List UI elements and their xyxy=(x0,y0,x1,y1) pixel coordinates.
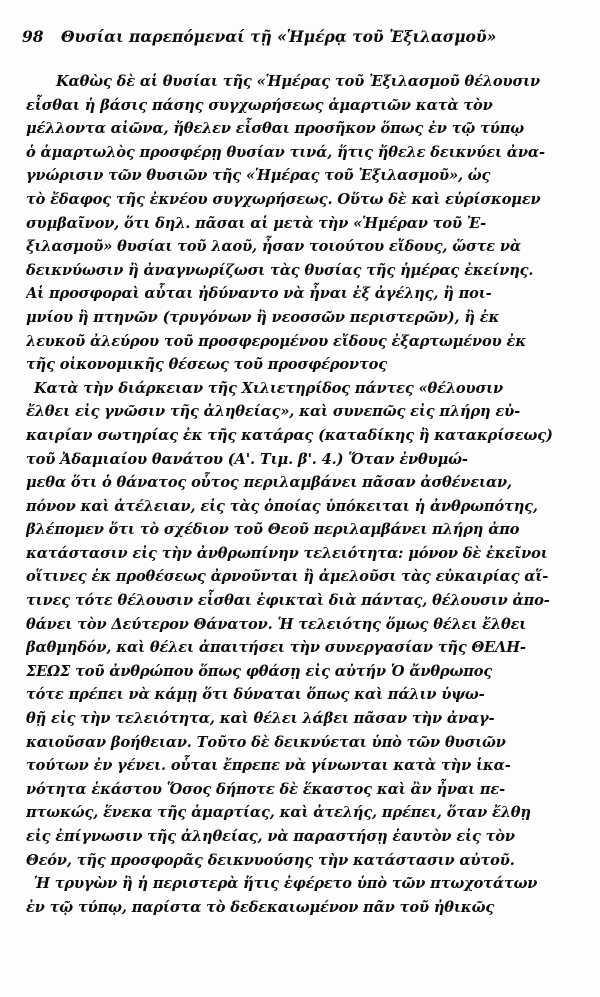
text-line: καιρίαν σωτηρίας ἐκ τῆς κατάρας (καταδίκης ἢ κατακρίσεως) xyxy=(26,426,553,444)
text-line: νότητα ἑκάστου Ὅσος δήποτε δὲ ἕκαστος καὶ ἂν ἦναι πε- xyxy=(26,780,506,798)
text-line: τοῦ Ἀδαμιαίου θανάτου (Α'. Τιμ. β'. 4.) Ὅταν ἐνθυμώ- xyxy=(26,450,468,468)
text-line: τούτων ἐν γένει. οὗται ἔπρεπε νὰ γίνωνται κατὰ τὴν ἱκα- xyxy=(26,757,511,775)
text-line: τῆς οἰκονομικῆς θέσεως τοῦ προσφέροντος xyxy=(26,356,387,374)
text-line: βαθμηδόν, καὶ θέλει ἀπαιτήσει τὴν συνεργασίαν τῆς ΘΕΛΗ- xyxy=(26,639,526,657)
text-line: γνώρισιν τῶν θυσιῶν τῆς «Ἡμέρας τοῦ Ἐξιλασμοῦ», ὡς xyxy=(26,167,491,185)
text-line: συμβαῖνον, ὅτι δηλ. πᾶσαι αἱ μετὰ τὴν «Ἡμέραν τοῦ Ἐ- xyxy=(26,214,487,232)
text-line: τὸ ἔδαφος τῆς ἐκνέου συγχωρήσεως. Οὕτω δὲ καὶ εὑρίσκομεν xyxy=(26,190,541,208)
text-line: Ἡ τρυγὼν ἢ ἡ περιστερὰ ἥτις ἐφέρετο ὑπὸ τῶν πτωχοτάτων xyxy=(34,875,538,893)
page-number: 98 xyxy=(22,27,44,46)
text-line: θάνει τὸν Δεύτερον Θάνατον. Ἡ τελειότης ὅμως θέλει ἔλθει xyxy=(26,615,527,633)
text-line: εἰς ἐπίγνωσιν τῆς ἀληθείας, νὰ παραστήσῃ ἑαυτὸν εἰς τὸν xyxy=(26,828,515,845)
text-line: κατάστασιν εἰς τὴν ἀνθρωπίνην τελειότητα: μόνον δὲ ἐκεῖνοι xyxy=(26,544,548,562)
text-line: οἵτινες ἐκ προθέσεως ἀρνοῦνται ἢ ἀμελοῦσι τὰς εὐκαιρίας αἵ- xyxy=(26,568,549,586)
text-line: ἔλθει εἰς γνῶσιν τῆς ἀληθείας», καὶ συνεπῶς εἰς πλήρη εὐ- xyxy=(26,403,521,421)
text-line: ξιλασμοῦ» θυσίαι τοῦ λαοῦ, ἦσαν τοιούτου εἴδους, ὥστε νὰ xyxy=(26,238,521,256)
text-line: Αἱ προσφοραὶ αὗται ἠδύναντο νὰ ἦναι ἐξ ἀγέλης, ἢ ποι- xyxy=(26,285,492,303)
text-line: πτωκώς, ἕνεκα τῆς ἁμαρτίας, καὶ ἀτελής, πρέπει, ὅταν ἔλθῃ xyxy=(26,804,531,822)
text-line: θῇ εἰς τὴν τελειότητα, καὶ θέλει λάβει πᾶσαν τὴν ἀναγ- xyxy=(26,710,495,728)
text-line: Θεόν, τῆς προσφορᾶς δεικνυούσης τὴν κατάστασιν αὐτοῦ. xyxy=(26,851,515,869)
body-text xyxy=(26,70,574,919)
text-line: τινες τότε θέλουσιν εἶσθαι ἐφικταὶ διὰ πάντας, θέλουσιν ἀπο- xyxy=(26,592,550,610)
text-line: λευκοῦ ἀλεύρου τοῦ προσφερομένου εἴδους ἐξαρτωμένου ἐκ xyxy=(26,332,526,350)
text-line: μέλλοντα αἰῶνα, ἤθελεν εἶσθαι προσῆκον ὅπως ἐν τῷ τύπῳ xyxy=(26,120,524,138)
text-line: βλέπομεν ὅτι τὸ σχέδιον τοῦ Θεοῦ περιλαμβάνει πλήρη ἀπο xyxy=(26,521,520,539)
text-line: Καθὼς δὲ αἱ θυσίαι τῆς «Ἡμέρας τοῦ Ἐξιλασμοῦ θέλουσιν xyxy=(56,73,540,90)
text-line: ΣΕΩΣ τοῦ ἀνθρώπου ὅπως φθάσῃ εἰς αὐτήν Ὁ ἄνθρωπος xyxy=(26,662,493,680)
text-line: μεθα ὅτι ὁ θάνατος οὗτος περιλαμβάνει πᾶσαν ἀσθένειαν, xyxy=(26,474,512,492)
running-head xyxy=(22,27,578,51)
text-line: εἶσθαι ἡ βάσις πάσης συγχωρήσεως ἁμαρτιῶν κατὰ τὸν xyxy=(26,96,493,114)
text-line: ἐν τῷ τύπῳ, παρίστα τὸ δεδεκαιωμένον πᾶν τοῦ ἠθικῶς xyxy=(26,898,495,916)
text-line: καιοῦσαν βοήθειαν. Τοῦτο δὲ δεικνύεται ὑπὸ τῶν θυσιῶν xyxy=(26,733,506,751)
text-line: Κατὰ τὴν διάρκειαν τῆς Χιλιετηρίδος πάντες «θέλουσιν xyxy=(34,379,503,397)
text-line: τότε πρέπει νὰ κάμῃ ὅτι δύναται ὅπως καὶ πάλιν ὑψω- xyxy=(26,686,485,704)
text-line: ὁ ἁμαρτωλὸς προσφέρῃ θυσίαν τινά, ἥτις ἤθελε δεικνύει ἀνα- xyxy=(26,143,545,161)
text-line: πόνον καὶ ἀτέλειαν, εἰς τὰς ὁποίας ὑπόκειται ἡ ἀνθρωπότης, xyxy=(26,497,538,515)
text-line: δεικνύωσιν ἢ ἀναγνωρίζωσι τὰς θυσίας τῆς ἡμέρας ἐκείνης. xyxy=(26,261,534,279)
text-line: μνίου ἢ πτηνῶν (τρυγόνων ἢ νεοσσῶν περιστερῶν), ἢ ἐκ xyxy=(26,308,500,326)
running-head-title: Θυσίαι παρεπόμεναί τῇ «Ἡμέρᾳ τοῦ Ἐξιλασμοῦ» xyxy=(60,27,497,46)
